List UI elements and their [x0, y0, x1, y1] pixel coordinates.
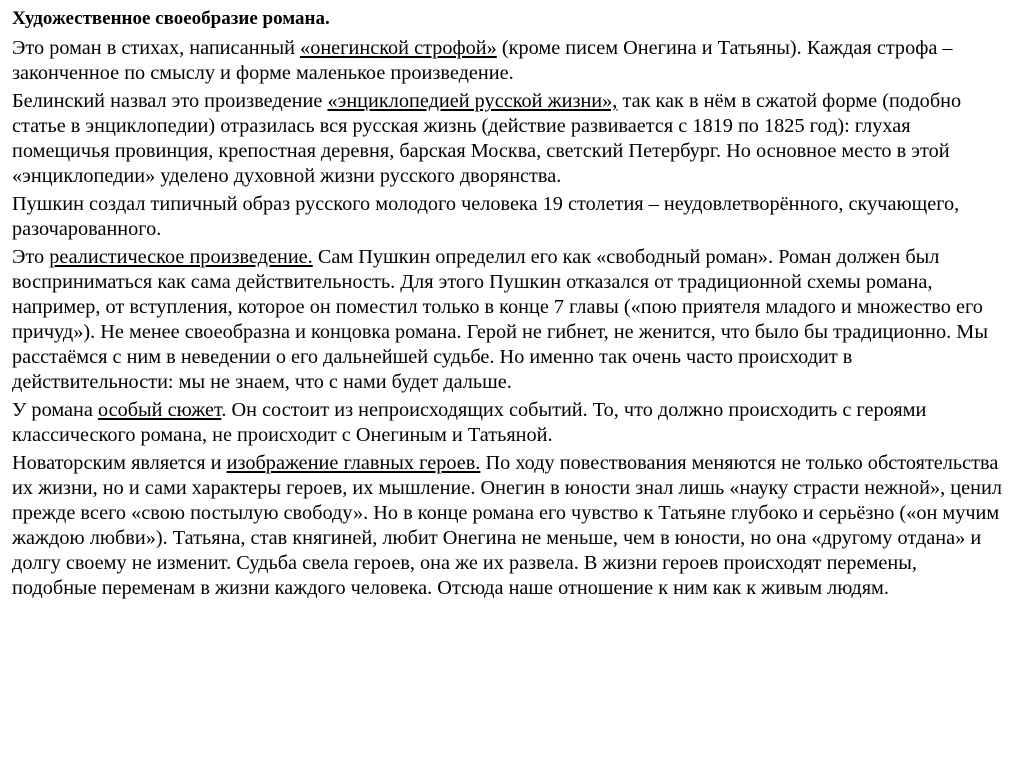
underlined-term-onegin-stanza: «онегинской строфой»	[300, 37, 497, 59]
paragraph-text: Новаторским является и	[12, 452, 227, 474]
document-title: Художественное своеобразие романа.	[12, 8, 330, 29]
paragraph-text: Это	[12, 246, 50, 268]
paragraph-text: У романа	[12, 399, 98, 421]
paragraph-onegin-stanza	[12, 36, 1006, 86]
underlined-term-heroes: изображение главных героев.	[226, 452, 481, 474]
paragraph-text: так как в нём в сжатой форме (подобно статье в энциклопедии) отразилась вся русская жизнь (действие развивается с 1819 по 1825 год): глухая помещичья провинция, крепостная деревня, барская Москва, светский Петербург. Но основное место в этой «энциклопедии» уделено духовной жизни русского дворянства.	[12, 90, 962, 187]
paragraph-text: . Он состоит из непроисходящих событий. То, что должно происходить с героями классического романа, не происходит с Онегиным и Татьяной.	[12, 399, 927, 446]
underlined-term-plot: особый сюжет	[97, 399, 222, 421]
paragraph-realism	[12, 245, 1006, 395]
paragraph-text: Белинский назвал это произведение	[12, 90, 328, 112]
paragraph-text: Сам Пушкин определил его как «свободный роман». Роман должен был восприниматься как сама действительность. Для этого Пушкин отказался от традиционной схемы романа, например, от вступления, которое он поместил только в конце 7 главы («пою приятеля младого и множество его причуд»). Не менее своеобразна и концовка романа. Герой не гибнет, не женится, что было бы традиционно. Мы расстаёмся с ним в неведении о его дальнейшей судьбе. Но именно так очень часто происходит в действительности: мы не знаем, что с нами будет дальше.	[12, 246, 988, 393]
paragraph-encyclopedia	[12, 89, 1006, 189]
paragraph-text: (кроме писем Онегина и Татьяны). Каждая строфа – законченное по смыслу и форме маленькое произведение.	[12, 37, 953, 84]
underlined-term-encyclopedia: «энциклопедией русской жизни»,	[327, 90, 618, 112]
paragraph-text: Пушкин создал типичный образ русского молодого человека 19 столетия – неудовлетворённого, скучающего, разочарованного.	[12, 193, 960, 240]
paragraph-plot	[12, 398, 1006, 448]
underlined-term-realism: реалистическое произведение.	[49, 246, 313, 268]
paragraph-heroes	[12, 451, 1006, 601]
paragraph-text: Это роман в стихах, написанный	[12, 37, 301, 59]
paragraph-typical-image	[12, 192, 1006, 242]
paragraph-text: По ходу повествования меняются не только обстоятельства их жизни, но и сами характеры героев, их мышление. Онегин в юности знал лишь «науку страсти нежной», ценил прежде всего «свою постылую свободу». Но в конце романа его чувство к Татьяне глубоко и серьёзно («он мучим жаждою любви»). Татьяна, став княгиней, любит Онегина не меньше, чем в юности, но она «другому отдана» и долгу своему не изменит. Судьба свела героев, она же их развела. В жизни героев происходят перемены, подобные переменам в жизни каждого человека. Отсюда наше отношение к ним как к живым людям.	[12, 452, 1002, 599]
